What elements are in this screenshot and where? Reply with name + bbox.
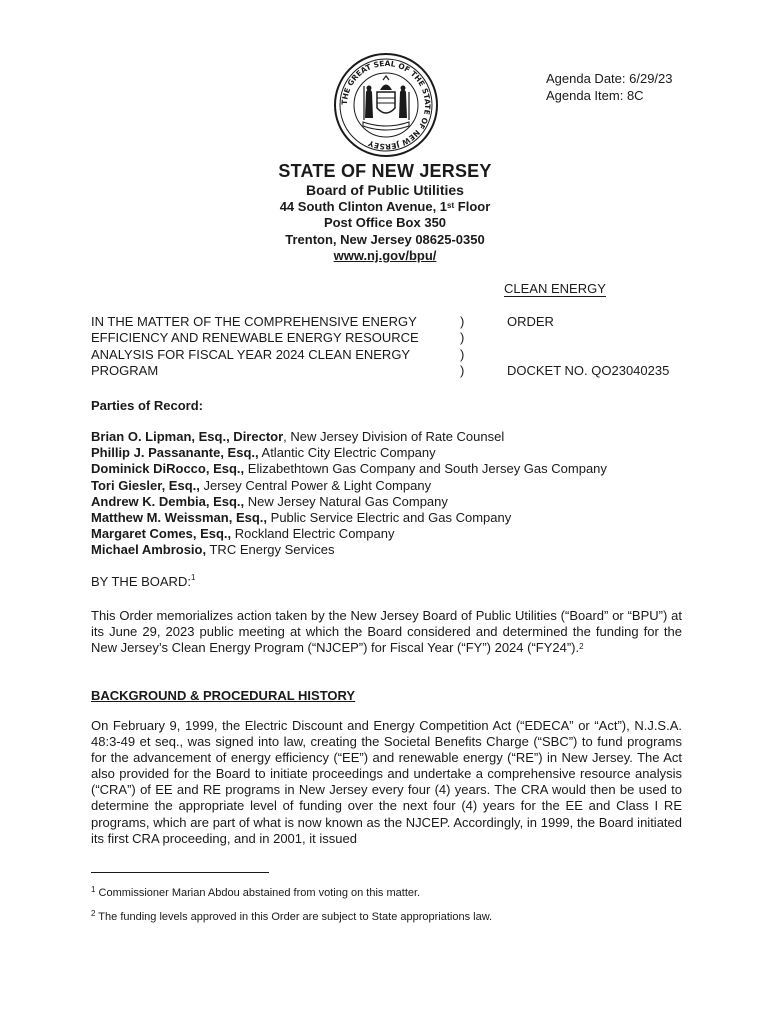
party-name: Andrew K. Dembia, Esq., xyxy=(91,493,245,509)
footnote-text: Commissioner Marian Abdou abstained from voting on this matter. xyxy=(95,887,421,899)
background-heading: BACKGROUND & PROCEDURAL HISTORY xyxy=(91,688,356,703)
agenda-block xyxy=(546,70,673,104)
intro-paragraph xyxy=(91,608,682,657)
state-seal-icon xyxy=(333,52,439,158)
address-line xyxy=(0,199,770,216)
address-street: 44 South Clinton Avenue, 1 xyxy=(279,198,448,214)
po-box: Post Office Box 350 xyxy=(323,215,447,230)
party-affiliation: , New Jersey Division of Rate Counsel xyxy=(283,429,505,444)
intro-text: This Order memorializes action taken by the New Jersey Board of Public Utilities (“Board” or “BPU”) at its June 29, 2023 public meeting at which the Board considered and determined the funding for the New Jersey’s Clean Energy Program (“NJCEP”) for Fiscal Year (“FY”) 2024 (“FY24”). xyxy=(91,608,682,656)
caption-parens xyxy=(460,314,464,379)
footnote-text: The funding levels approved in this Order are subject to State appropriations law. xyxy=(95,911,493,923)
docket-number: DOCKET NO. QO23040235 xyxy=(507,363,670,378)
footnote-ref-2[interactable]: 2 xyxy=(579,642,584,652)
parties-heading: Parties of Record: xyxy=(91,398,203,413)
party-row xyxy=(91,526,607,542)
matter-line: ANALYSIS FOR FISCAL YEAR 2024 CLEAN ENERGY xyxy=(91,346,411,362)
agency-name: Board of Public Utilities xyxy=(306,182,464,198)
matter-caption xyxy=(91,314,451,379)
agenda-date: Agenda Date: 6/29/23 xyxy=(546,71,673,86)
party-row xyxy=(91,478,607,494)
matter-line: PROGRAM xyxy=(91,362,159,378)
parties-list xyxy=(91,429,607,559)
party-name: Dominick DiRocco, Esq., xyxy=(91,461,245,477)
party-affiliation: Public Service Electric and Gas Company xyxy=(267,510,512,526)
party-row xyxy=(91,461,607,477)
party-affiliation: New Jersey Natural Gas Company xyxy=(244,493,448,509)
category-label: CLEAN ENERGY xyxy=(504,281,606,296)
footnote-2 xyxy=(91,911,492,923)
footnote-1 xyxy=(91,887,420,899)
party-affiliation: Rockland Electric Company xyxy=(231,526,395,542)
party-name: Tori Giesler, Esq., xyxy=(91,477,200,493)
party-affiliation: TRC Energy Services xyxy=(206,542,335,558)
by-the-board xyxy=(91,574,195,589)
order-label: ORDER xyxy=(507,314,554,329)
footnote-divider xyxy=(91,872,269,873)
party-row xyxy=(91,445,607,461)
party-row xyxy=(91,429,607,445)
party-affiliation: Elizabethtown Gas Company and South Jersey Gas Company xyxy=(244,461,607,477)
paren: ) xyxy=(460,346,465,362)
party-affiliation: Atlantic City Electric Company xyxy=(258,445,436,461)
party-name: Matthew M. Weissman, Esq., xyxy=(91,510,268,526)
paren: ) xyxy=(460,314,465,329)
footnote-number: 2 xyxy=(91,909,96,918)
address-ordinal: st xyxy=(447,200,455,210)
party-name: Phillip J. Passanante, Esq., xyxy=(91,445,259,461)
party-name: Brian O. Lipman, Esq., Director xyxy=(91,429,284,444)
party-affiliation: Jersey Central Power & Light Company xyxy=(199,477,432,493)
party-row xyxy=(91,494,607,510)
address-floor: Floor xyxy=(454,198,491,214)
matter-line: IN THE MATTER OF THE COMPREHENSIVE ENERGY xyxy=(91,314,417,329)
background-paragraph: On February 9, 1999, the Electric Discount and Energy Competition Act (“EDECA” or “Act”), N.J.S.A. 48:3-49 et seq., was signed into law, creating the Societal Benefits Charge (“SBC”) to fund programs for the advancement of energy efficiency (“EE”) and renewable energy (“RE”) in New Jersey. The Act also provided for the Board to initiate proceedings and undertake a comprehensive resource analysis (“CRA”) of EE and RE programs in New Jersey every four (4) years. The CRA would then be used to determine the appropriate level of funding over the next four (4) years for the EE and Class I RE programs, which are part of what is now known as the NJCEP. Accordingly, in 1999, the Board initiated its first CRA proceeding, and in 2001, it issued xyxy=(91,718,682,846)
party-name: Margaret Comes, Esq., xyxy=(91,526,232,542)
matter-line: EFFICIENCY AND RENEWABLE ENERGY RESOURCE xyxy=(91,330,419,346)
paren: ) xyxy=(460,330,465,346)
website-link[interactable]: www.nj.gov/bpu/ xyxy=(333,248,437,263)
city-line: Trenton, New Jersey 08625-0350 xyxy=(285,231,485,247)
party-row xyxy=(91,542,607,558)
state-title: STATE OF NEW JERSEY xyxy=(278,161,492,181)
party-name: Michael Ambrosio, xyxy=(91,542,207,558)
agenda-item: Agenda Item: 8C xyxy=(546,88,644,103)
by-the-board-text: BY THE BOARD: xyxy=(91,574,191,589)
footnote-ref-1[interactable]: 1 xyxy=(190,573,196,582)
footnote-number: 1 xyxy=(91,885,96,894)
party-row xyxy=(91,510,607,526)
letterhead xyxy=(0,160,770,265)
paren: ) xyxy=(460,362,465,378)
svg-text:THE GREAT SEAL OF THE STATE OF: THE GREAT SEAL OF THE STATE OF NEW JERSEY xyxy=(339,58,433,152)
